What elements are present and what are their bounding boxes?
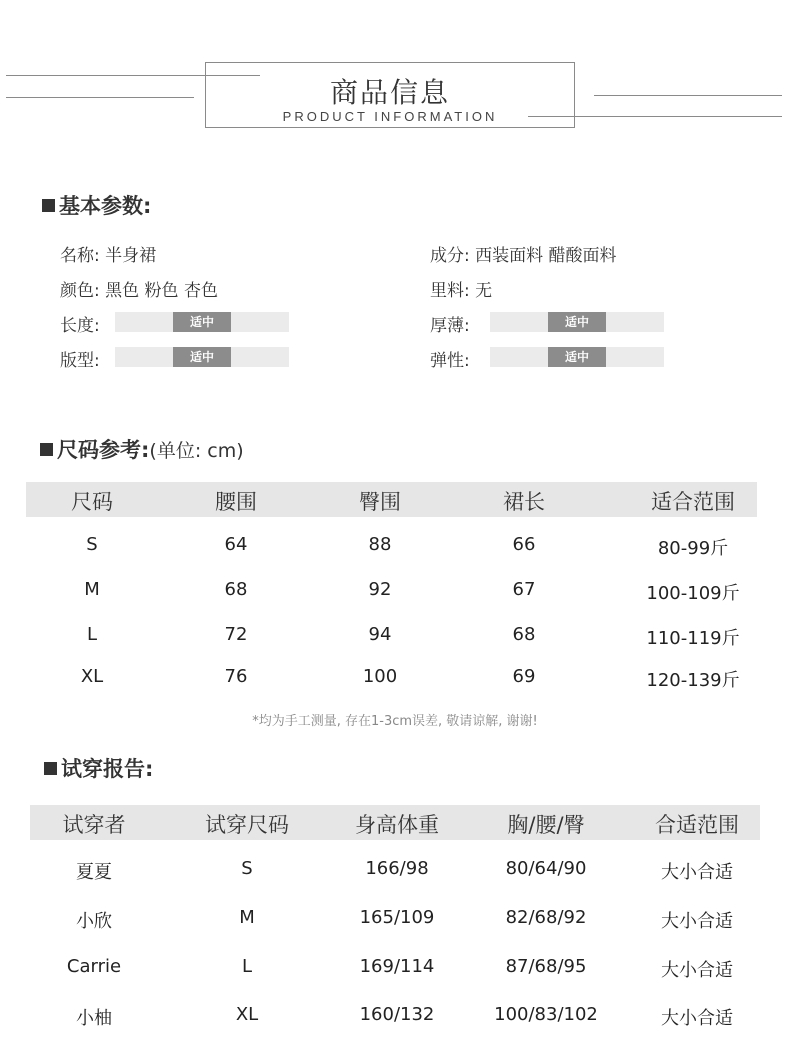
length-scale [115, 312, 289, 332]
header-line-right-top [594, 95, 782, 96]
elastic-level-mark: 适中 [548, 347, 606, 367]
trial-heading-text: 试穿报告: [61, 757, 154, 781]
size-table-header-cell: 裙长 [503, 490, 545, 514]
fit-level-mark: 适中 [173, 347, 231, 367]
trial-table-cell: 160/132 [359, 1004, 435, 1025]
size-table-cell: S [86, 534, 98, 555]
basic-section-heading [42, 190, 151, 220]
trial-table-cell: 100/83/102 [494, 1004, 598, 1025]
size-table-cell: 64 [224, 534, 248, 555]
elastic-label: 弹性: [430, 351, 470, 371]
size-table-cell: 100 [362, 666, 398, 687]
product-name: 名称: 半身裙 [60, 246, 157, 266]
size-table-header-cell: 腰围 [215, 490, 257, 514]
size-table-header-cell: 适合范围 [651, 490, 735, 514]
size-table-cell: 67 [512, 579, 536, 600]
size-table-cell: 69 [512, 666, 536, 687]
elastic-scale [490, 347, 664, 367]
trial-table-cell: 166/98 [365, 858, 429, 879]
thickness-level-mark: 适中 [548, 312, 606, 332]
trial-table-cell: 169/114 [359, 956, 435, 977]
trial-table-cell: XL [235, 1004, 259, 1025]
trial-table-cell: 大小合适 [661, 960, 733, 981]
size-table-cell: 94 [368, 624, 392, 645]
trial-table-cell: 小欣 [76, 911, 112, 932]
trial-section-heading [44, 753, 153, 783]
size-table-cell: 92 [368, 579, 392, 600]
thickness-label: 厚薄: [430, 316, 470, 336]
trial-table-cell: M [239, 907, 255, 928]
size-unit-note: (单位: cm) [149, 440, 244, 462]
basic-heading-text: 基本参数: [59, 194, 152, 218]
trial-table-cell: 夏夏 [76, 862, 112, 883]
page-subtitle: PRODUCT INFORMATION [282, 109, 498, 124]
header-line-left-bottom [6, 97, 194, 98]
trial-table-header-cell: 试穿尺码 [205, 813, 289, 837]
trial-table-cell: L [241, 956, 253, 977]
size-table-cell: M [84, 579, 100, 600]
size-table-cell: 66 [512, 534, 536, 555]
trial-table-header-cell: 身高体重 [355, 813, 439, 837]
trial-table-cell: 82/68/92 [505, 907, 587, 928]
length-level-mark: 适中 [173, 312, 231, 332]
measurement-footnote: *均为手工测量, 存在1-3cm误差, 敬请谅解, 谢谢! [252, 714, 538, 729]
trial-table-header-cell: 合适范围 [655, 813, 739, 837]
size-table-cell: 68 [224, 579, 248, 600]
size-table-header-cell: 臀围 [359, 490, 401, 514]
size-table-cell: 100-109斤 [646, 583, 740, 604]
size-table-header-cell: 尺码 [71, 490, 113, 514]
size-table-cell: 80-99斤 [657, 538, 729, 559]
size-table-cell: XL [80, 666, 104, 687]
title-box [205, 62, 575, 128]
size-table-cell: 88 [368, 534, 392, 555]
length-label: 长度: [60, 316, 100, 336]
square-bullet-icon [42, 199, 55, 212]
size-heading-text: 尺码参考: [57, 438, 150, 462]
trial-table-cell: 小柚 [76, 1008, 112, 1029]
square-bullet-icon [44, 762, 57, 775]
fit-label: 版型: [60, 351, 100, 371]
trial-table-cell: 80/64/90 [505, 858, 587, 879]
size-table-cell: 68 [512, 624, 536, 645]
thickness-scale [490, 312, 664, 332]
trial-table-header-cell: 胸/腰/臀 [507, 813, 585, 837]
size-table-cell: 76 [224, 666, 248, 687]
size-table-cell: L [86, 624, 98, 645]
trial-table-cell: 大小合适 [661, 862, 733, 883]
trial-table-cell: 大小合适 [661, 1008, 733, 1029]
trial-table-cell: 87/68/95 [505, 956, 587, 977]
trial-table-cell: 165/109 [359, 907, 435, 928]
product-color: 颜色: 黑色 粉色 杏色 [60, 281, 218, 301]
trial-table-cell: 大小合适 [661, 911, 733, 932]
fit-scale [115, 347, 289, 367]
size-table-cell: 110-119斤 [646, 628, 740, 649]
trial-table-header-cell: 试穿者 [62, 813, 126, 837]
page-title: 商品信息 [329, 76, 450, 109]
trial-table-cell: Carrie [66, 956, 122, 977]
square-bullet-icon [40, 443, 53, 456]
trial-table-cell: S [241, 858, 253, 879]
size-table-cell: 72 [224, 624, 248, 645]
size-table-cell: 120-139斤 [646, 670, 740, 691]
size-section-heading [40, 434, 244, 464]
product-lining: 里料: 无 [430, 281, 493, 301]
product-material: 成分: 西装面料 醋酸面料 [430, 246, 617, 266]
